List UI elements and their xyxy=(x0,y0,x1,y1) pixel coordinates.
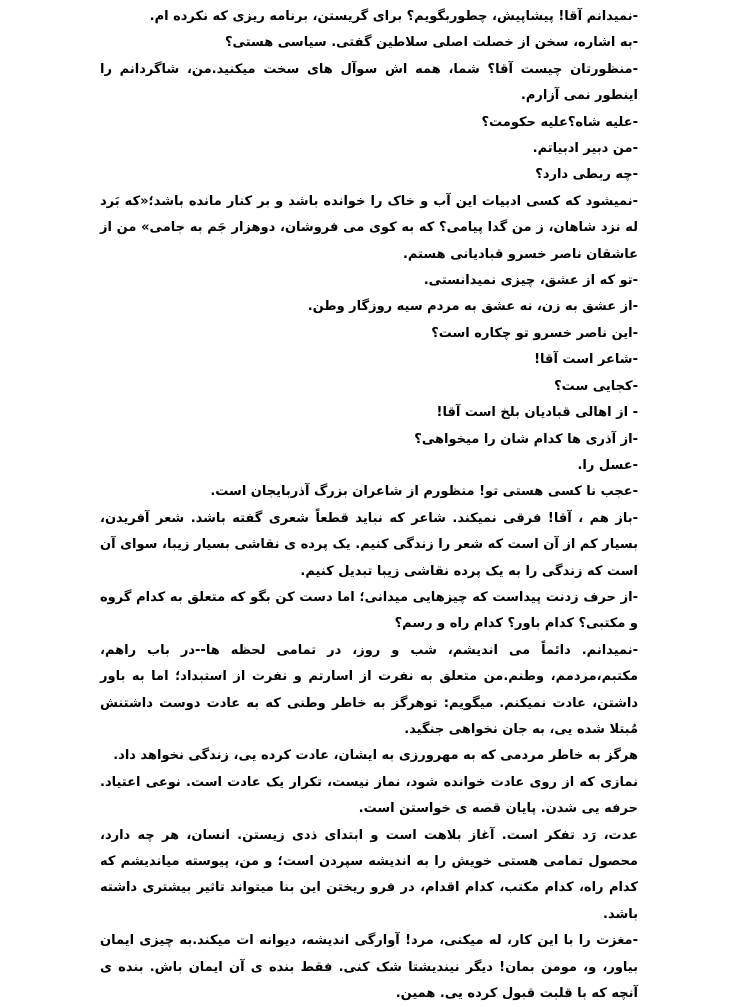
paragraph: -چه ربطی دارد؟ xyxy=(535,167,638,183)
paragraph: -نمیشود که کسی ادبیات این آب و خاک را خوانده باشد و بر کنار مانده باشد؛«که بَرد له نزد شاهان، ز من گدا پیامی؟ که به کوی می فروشان، دوهزار جَم به جامی» من از عاشقان ناصر خسرو قبادیانی هستم. xyxy=(100,193,638,262)
paragraph: -علیه شاه؟علیه حکومت؟ xyxy=(481,114,638,130)
paragraph: -من دبیر ادبیاتم. xyxy=(532,141,638,157)
paragraph: -تو که از عشق، چیزی نمیدانستی. xyxy=(423,273,638,289)
paragraph: -منظورتان چیست آقا؟ شما، همه اش سوآل های سخت میکنید.من، شاگردانم را اینطور نمی آزارم. xyxy=(100,61,638,104)
paragraph: -به اشاره، سخن از خصلت اصلی سلاطین گفتی. سیاسی هستی؟ xyxy=(225,35,638,51)
paragraph: -این ناصر خسرو تو چکاره است؟ xyxy=(431,325,638,341)
paragraph: عدت، رَد تفکر است. آغاز بلاهت است و ابتدای ذدی زیستن. انسان، هر چه دارد، محصول تمامی هستی خویش را به اندیشه سپردن است؛ و من، پیوسته میاندیشم که کدام راه، کدام مکتب، کدام اقدام، در فرو ریختن این بنا میتواند تاثیر بیشتری داشته باشد. xyxy=(100,827,638,922)
paragraph: -نمیدانم آقا! پیشاپیش، چطوربگویم؟ برای گریستن، برنامه ریزی که نکرده ام. xyxy=(149,9,638,24)
paragraph: - از اهالی قبادیان بلخ است آقا! xyxy=(436,405,638,421)
paragraph: -عجب نا کسی هستی تو! منظورم از شاعران بزرگ آذربایجان است. xyxy=(210,484,638,500)
paragraph: نمازی که از روی عادت خوانده شود، نماز نیست، تکرار یک عادت است. نوعی اعتیاد. حرفه یی شدن. پایان قصه ی خواستن است. xyxy=(100,774,638,817)
paragraph: -از عشق به زن، نه عشق به مردم سیه روزگار وطن. xyxy=(307,299,638,315)
paragraph: -از حرف زدنت پیداست که چیزهایی میدانی؛ اما دست کن بگو که متعلق به کدام گروه و مکتبی؟ کدام باور؟ کدام راه و رسم؟ xyxy=(100,589,638,632)
paragraph: -از آذری ها کدام شان را میخواهی؟ xyxy=(414,431,638,447)
paragraph: هرگز به خاطر مردمی که به مهرورزی به ایشان، عادت کرده یی، زندگی نخواهد داد. xyxy=(113,748,638,764)
paragraph: -عسل را. xyxy=(577,457,638,473)
paragraph: -نمیدانم. دائماً می اندیشم، شب و روز، در تمامی لحظه ها--در باب راهم، مکتبم،مردمم، وطنم.من متعلق به نفرت از اسارتم و نفرت از استبداد؛ اما به باور داشتن، عادت نمیکنم. میگویم: توهرگز به خاطر وطنی که به عادت دوست داشتنش مُبتلا شده یی، به جان نخواهی جنگید. xyxy=(100,642,638,737)
dialogue-text xyxy=(100,4,638,1007)
paragraph: -کجایی ست؟ xyxy=(554,378,638,394)
paragraph: -باز هم ، آقا! فرقی نمیکند. شاعر که نباید قطعاً شعری گفته باشد. شعر آفریدن، بسیار کم از آن است که شعر را زندگی کنیم. یک پرده ی نقاشی بسیار زیبا، سوای آن است که زندگی را به یک پرده نقاشی زیبا تبدیل کنیم. xyxy=(100,510,638,579)
paragraph: -مغزت را با این کار، له میکنی، مرد! آوارگی اندیشه، دیوانه ات میکند.به چیزی ایمان بیاور، و، مومن بمان! دیگر نیندیشتا شک کنی. فقط بنده ی آن ایمان باش. بنده ی آنچه که با قلبت قبول کرده یی. همین. xyxy=(100,933,638,1002)
paragraph: -شاعر است آقا! xyxy=(534,352,638,368)
